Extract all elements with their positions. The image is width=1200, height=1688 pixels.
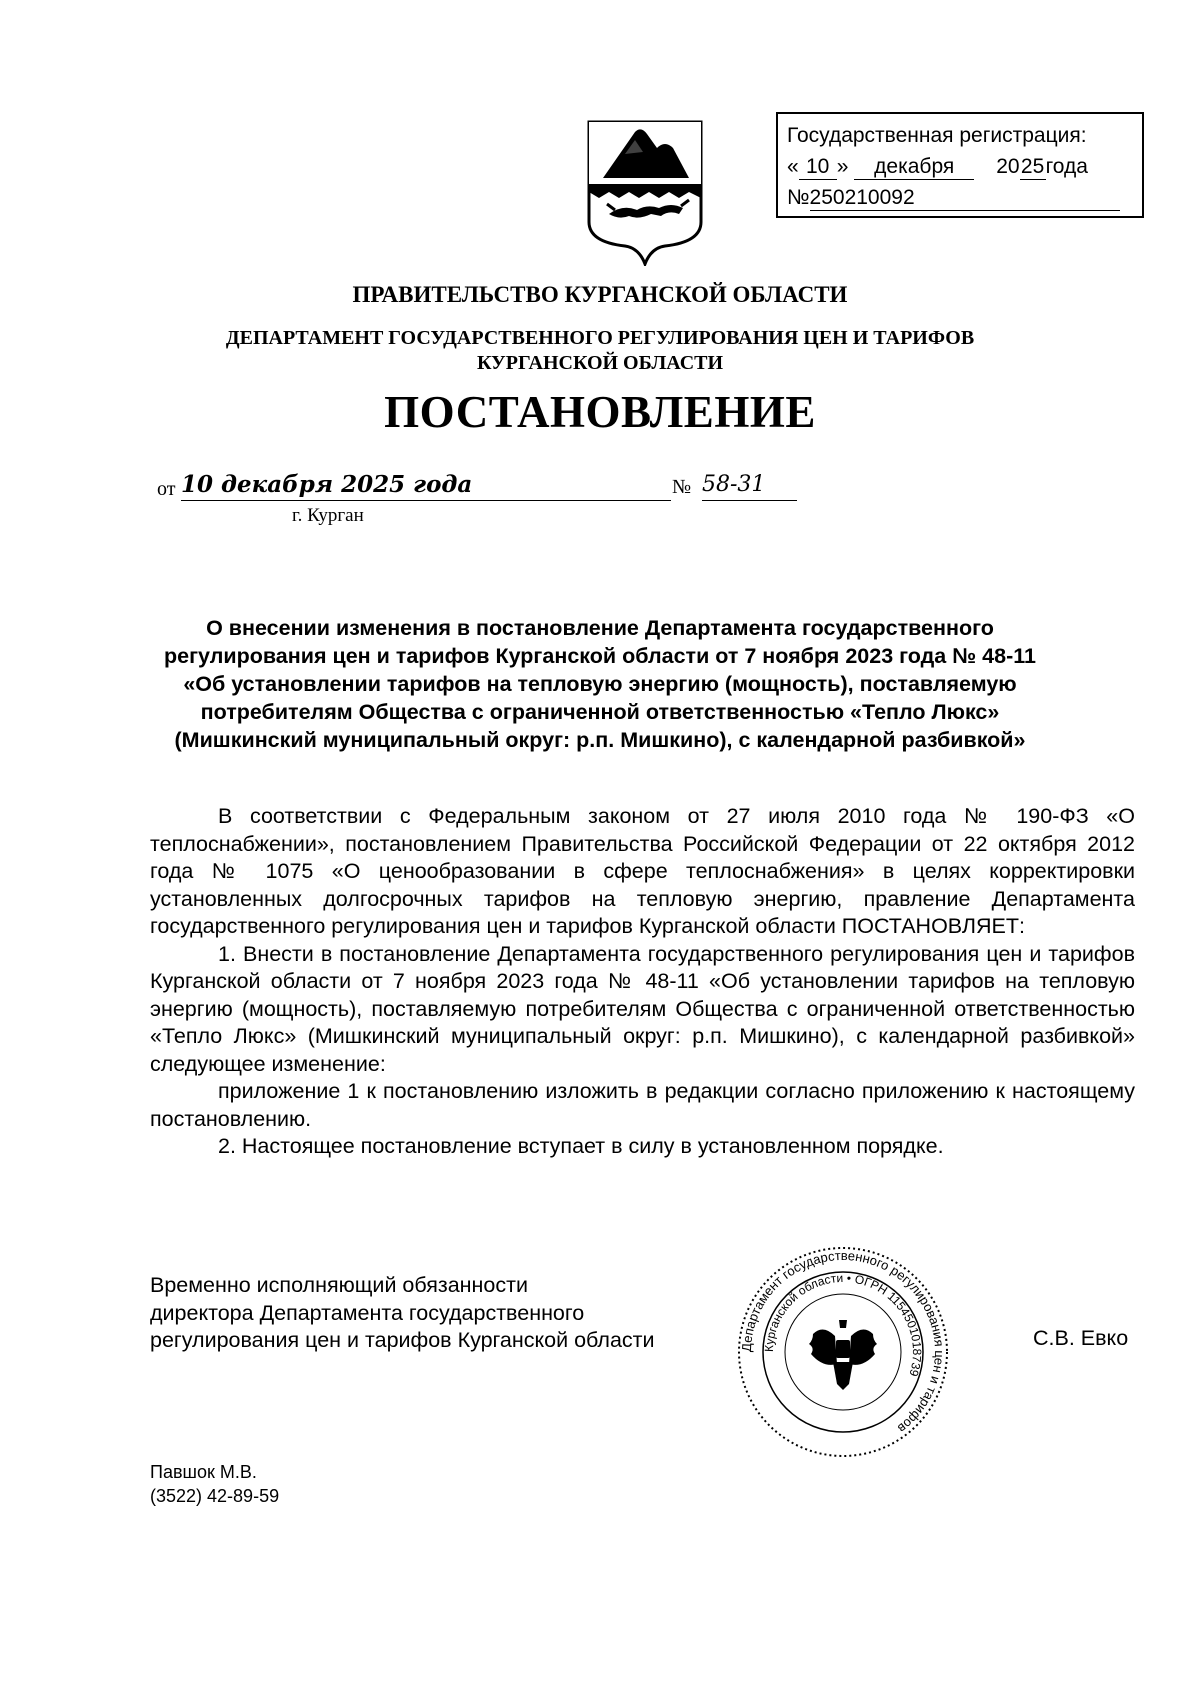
handwritten-number: 58-31 <box>702 470 797 501</box>
document-subject <box>150 614 1050 754</box>
official-seal-icon <box>733 1242 953 1462</box>
registration-year-word: года <box>1045 155 1088 178</box>
subject-line: потребителям Общества с ограниченной ответственностью «Тепло Люкс» <box>200 700 1000 724</box>
seal-outer-text: Департамент государственного регулирования цен и тарифов <box>738 1247 948 1437</box>
preamble-paragraph: В соответствии с Федеральным законом от 27 июля 2010 года № 190-ФЗ «О теплоснабжении», постановлением Правительства Российской Федерации от 22 октября 2012 года № 1075 «О ценообразовании в сфере теплоснабжения» в целях корректировки установленных долгосрочных тарифов на тепловую энергию, правление Департамента государственного регулирования цен и тарифов Курганской области ПОСТАНОВЛЯЕТ: <box>150 804 1135 938</box>
signature-position <box>150 1272 655 1355</box>
item-1-sub-paragraph: приложение 1 к постановлению изложить в редакции согласно приложению к настоящему постановлению. <box>150 1079 1135 1131</box>
document-type: ПОСТАНОВЛЕНИЕ <box>384 387 816 437</box>
document-body <box>150 803 1135 1161</box>
registration-number-row <box>787 182 1134 213</box>
registration-number-label: № <box>787 186 810 209</box>
registration-year-prefix: 20 <box>996 155 1020 178</box>
subject-line: О внесении изменения в постановление Департамента государственного <box>206 616 994 640</box>
item-2-paragraph: 2. Настоящее постановление вступает в силу в установленном порядке. <box>218 1134 944 1158</box>
registration-quote-open: « <box>787 155 799 178</box>
item-1-paragraph: 1. Внести в постановление Департамента государственного регулирования цен и тарифов Курганской области от 7 ноября 2023 года № 48-11 «Об установлении тарифов на тепловую энергию (мощность), поставляемую потребителям Общества с ограниченной ответственностью «Тепло Люкс» (Мишкинский муниципальный округ: р.п. Мишкино), с календарной разбивкой» следующее изменение: <box>150 941 1135 1076</box>
signature-line-1: Временно исполняющий обязанности <box>150 1273 528 1297</box>
government-title: ПРАВИТЕЛЬСТВО КУРГАНСКОЙ ОБЛАСТИ <box>352 282 848 307</box>
from-label: от <box>157 478 176 500</box>
number-label: № <box>672 476 692 498</box>
subject-line: регулирования цен и тарифов Курганской области от 7 ноября 2023 года № 48-11 <box>164 644 1036 668</box>
registration-heading: Государственная регистрация: <box>787 124 1087 147</box>
signature-line-3: регулирования цен и тарифов Курганской области <box>150 1328 655 1352</box>
registration-date <box>787 151 1134 182</box>
executor-phone: (3522) 42-89-59 <box>150 1486 280 1506</box>
subject-line: «Об установлении тарифов на тепловую энергию (мощность), поставляемую <box>183 672 1017 696</box>
executor-name: Павшок М.В. <box>150 1462 257 1482</box>
registration-month: декабря <box>854 154 974 180</box>
subject-line: (Мишкинский муниципальный округ: р.п. Мишкино), с календарной разбивкой» <box>174 728 1026 752</box>
registration-number: 250210092 <box>810 185 1120 211</box>
signatory-name: С.В. Евко <box>1033 1326 1129 1350</box>
issue-row <box>157 470 766 506</box>
seal-inner-text: Курганской области • ОГРН 1154501018739 <box>761 1270 925 1378</box>
registration-quote-close: » <box>836 155 849 178</box>
signature-line-2: директора Департамента государственного <box>150 1300 585 1325</box>
department-line-1: ДЕПАРТАМЕНТ ГОСУДАРСТВЕННОГО РЕГУЛИРОВАНИЯ ЦЕН И ТАРИФОВ <box>225 327 975 349</box>
registration-box <box>776 112 1144 218</box>
handwritten-date: 10 декабря 2025 года <box>181 470 671 501</box>
department-line-2: КУРГАНСКОЙ ОБЛАСТИ <box>476 352 724 374</box>
registration-year-suffix: 25 <box>1020 155 1045 178</box>
executor-info <box>150 1460 279 1508</box>
city: г. Курган <box>292 505 364 526</box>
coat-of-arms-icon <box>585 118 705 266</box>
department-title <box>0 326 1200 376</box>
registration-day: 10 <box>799 154 837 180</box>
